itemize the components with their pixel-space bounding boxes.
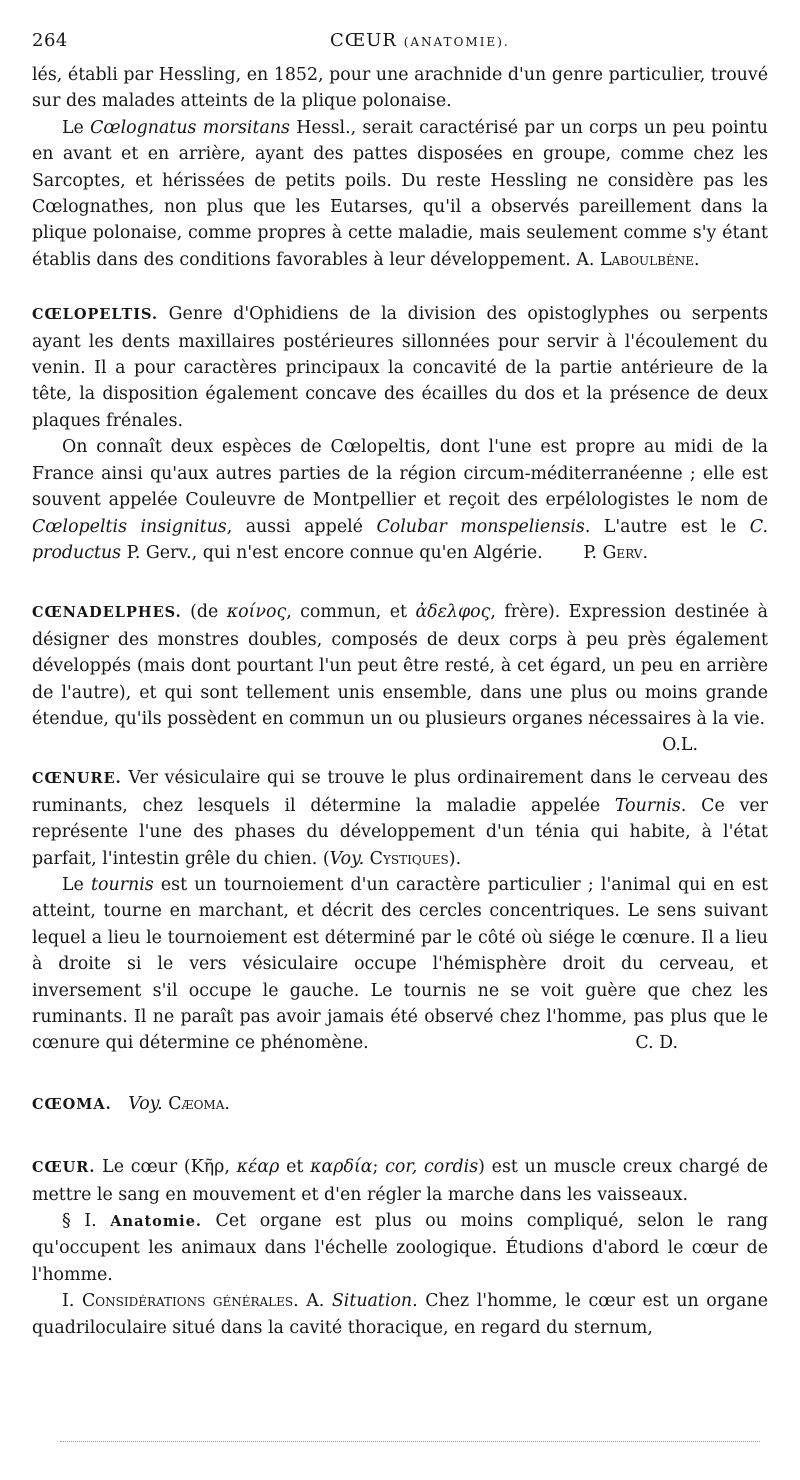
section-anatomie: § I. Anatomie. Cet organe est plus ou moins compliqué, selon le rang qu'occupent les animaux dans l'échelle zoologique. Étudions d'abord le cœur de l'homme. (32, 1211, 768, 1285)
entry-heading: CŒUR. (32, 1159, 96, 1177)
greek-word: Κῆρ (190, 1157, 225, 1178)
entry-coeoma: CŒOMA. Voy. Cæoma. (32, 1093, 230, 1114)
page (32, 22, 768, 1341)
running-header (32, 22, 768, 62)
entry-coenadelphes: CŒNADELPHES. (de κοίνος, commun, et ἀδελφος, frère). Expression destinée à désigner des monstres doubles, composés de deux corps à peu près également développés (mais dont pourtant l'un peut être resté, à cet égard, un peu en arrière de l'autre), et qui sont tellement unis ensemble, dans une plus ou moins grande étendue, qu'ils possèdent en commun un ou plusieurs organes nécessaires à la vie. O.L. (32, 599, 768, 732)
subsection-considerations: I. Considérations générales. A. Situation. Chez l'homme, le cœur est un organe quadriloculaire situé dans la cavité thoracique, en regard du sternum, (32, 1291, 768, 1338)
entry-heading: CŒNURE. (32, 770, 122, 788)
page-number: 264 (32, 30, 68, 51)
running-title (330, 30, 510, 51)
entry-coenure-paragraph-2: Le tournis est un tournoiement d'un caractère particulier ; l'animal qui en est atteint, tourne en marchant, et décrit des cercles concentriques. Le sens suivant lequel a lieu le tournoiement est déterminé par le côté où siége le cœnure. Il a lieu à droite si le vers vésiculaire occupe l'hémisphère droit du cerveau, et inversement s'il occupe le gauche. Le tournis ne se voit guère que chez les ruminants. Il ne paraît pas avoir jamais été observé chez l'homme, pas plus que le cœnure qui détermine ce phénomène. C. D. (32, 872, 768, 1057)
greek-word: κοίνος (226, 602, 287, 623)
subsection-heading: Considérations générales. (81, 1291, 299, 1312)
entry-heading: CŒNADELPHES. (32, 604, 182, 622)
intro-paragraph-2: Le Cœlognatus morsitans Hessl., serait caractérisé par un corps un peu pointu en avant et en arrière, ayant des pattes disposées en groupe, comme chez les Sarcoptes, et hérissées de petits poils. Du reste Hessling ne considère pas les Cœlognathes, non plus que les Eutarses, qu'il a observés pareillement dans la plique polonaise, comme propres à cette maladie, mais seulement comme s'y étant établis dans des conditions favorables à leur développement. A. Laboulbène. (32, 117, 768, 270)
cross-reference: Cystiques (369, 848, 449, 869)
greek-word: ἀδελφος (415, 602, 491, 623)
entry-heading: CŒLOPELTIS. (32, 306, 159, 324)
entry-coelopeltis: CŒLOPELTIS. Genre d'Ophidiens de la division des opistoglyphes ou serpents ayant les dents maxillaires postérieures sillonnées pour servir à l'écoulement du venin. Il a pour caractères principaux la concavité de la partie antérieure de la tête, la disposition également concave des écailles du dos et la présence de deux plaques frénales. (32, 304, 768, 431)
greek-word: κέαρ (236, 1157, 280, 1178)
taxon-name: Cœlognatus morsitans (90, 117, 290, 138)
intro-paragraph-1: lés, établi par Hessling, en 1852, pour une arachnide d'un genre particulier, trouvé sur des malades atteints de la plique polonaise. (32, 65, 768, 112)
author-signature: C. D. (635, 1033, 678, 1054)
entry-coenure: CŒNURE. Ver vésiculaire qui se trouve le plus ordinairement dans le cerveau des ruminants, chez lesquels il détermine la maladie appelée Tournis. Ce ver représente l'une des phases du développement d'un ténia qui habite, à l'état parfait, l'intestin grêle du chien. (Voy. Cystiques). (32, 768, 768, 869)
cross-reference: Cæoma. (168, 1093, 230, 1114)
greek-word: καρδία (310, 1157, 373, 1178)
entry-coelopeltis-paragraph-2: On connaît deux espèces de Cœlopeltis, dont l'une est propre au midi de la France ainsi qu'aux autres parties de la région circum-méditerranéenne ; elle est souvent appelée Couleuvre de Montpellier et reçoit des erpélologistes le nom de Cœlopeltis insignitus, aussi appelé Colubar monspeliensis. L'autre est le C. productus P. Gerv., qui n'est encore connue qu'en Algérie. P. Gerv. (32, 434, 768, 566)
running-title-main: CŒUR (330, 30, 397, 51)
latin-word: cor, cordis (385, 1157, 479, 1178)
author-signature: O.L. (662, 735, 698, 756)
author-signature: P. Gerv. (583, 542, 648, 563)
author-signature: A. Laboulbène. (576, 249, 700, 270)
entry-coeur: CŒUR. Le cœur (Κῆρ, κέαρ et καρδία; cor, cordis) est un muscle creux chargé de mettre le sang en mouvement et d'en régler la marche dans les vaisseaux. (32, 1157, 769, 1205)
section-mark: § I. (62, 1211, 97, 1232)
entry-heading: CŒOMA. (32, 1095, 112, 1113)
running-title-section: (ANATOMIE). (403, 35, 510, 49)
bottom-rule (60, 1441, 760, 1443)
section-heading: Anatomie. (110, 1213, 202, 1231)
